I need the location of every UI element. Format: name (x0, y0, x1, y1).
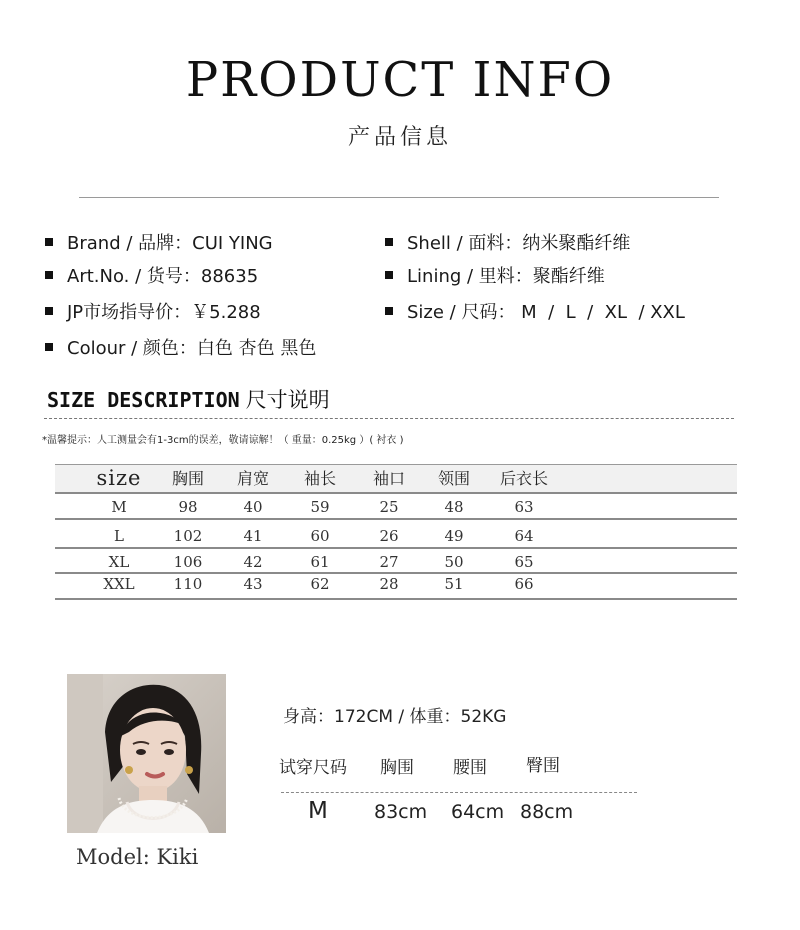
dashed-divider (281, 792, 637, 793)
table-cell: 59 (310, 498, 330, 516)
bullet-icon (385, 238, 393, 246)
header-cell: 肩宽 (236, 469, 269, 488)
divider (79, 197, 719, 198)
page-title: PRODUCT INFO (185, 52, 615, 108)
table-cell: 42 (243, 553, 263, 571)
table-cell: 41 (243, 527, 263, 545)
table-cell: 27 (379, 553, 399, 571)
bullet-icon (45, 343, 53, 351)
table-cell: 26 (379, 527, 399, 545)
info-size (385, 298, 685, 324)
info-lining (385, 262, 605, 288)
bullet-icon (385, 271, 393, 279)
table-cell: 49 (444, 527, 464, 545)
table-row (55, 520, 737, 549)
info-colour (45, 334, 316, 360)
info-art-no-text: Art.No. / 货号：88635 (67, 266, 259, 287)
size-title-en: SIZE DESCRIPTION (47, 388, 240, 412)
info-brand-text: Brand / 品牌：CUI YING (67, 233, 273, 254)
table-cell: 51 (444, 575, 464, 593)
size-section-title (47, 384, 330, 414)
bullet-icon (45, 307, 53, 315)
header-cell: 袖长 (303, 469, 336, 488)
info-art-no (45, 262, 258, 288)
model-portrait-illustration (67, 674, 226, 833)
model-value-size: M (308, 798, 328, 824)
model-header-waist: 腰围 (453, 758, 487, 778)
table-cell: 66 (514, 575, 534, 593)
table-cell: 102 (173, 527, 203, 545)
model-value-waist: 64cm (451, 801, 505, 823)
info-size-text: Size / 尺码： M / L / XL / XXL (407, 302, 685, 323)
info-lining-text: Lining / 里料：聚酯纤维 (407, 266, 605, 287)
bullet-icon (45, 238, 53, 246)
size-title-cn: 尺寸说明 (245, 388, 330, 412)
header-cell: 后衣长 (499, 469, 548, 488)
table-cell: 25 (379, 498, 399, 516)
table-cell: L (114, 527, 124, 545)
header-cell: 领围 (437, 469, 470, 488)
model-header-hip: 臀围 (526, 756, 560, 776)
table-cell: 62 (310, 575, 330, 593)
table-cell: 65 (514, 553, 534, 571)
table-cell: M (111, 498, 127, 516)
page-subtitle: 产品信息 (347, 125, 452, 150)
model-value-bust: 83cm (374, 801, 428, 823)
model-header-size: 试穿尺码 (279, 758, 347, 778)
header-cell: 袖口 (372, 469, 405, 488)
size-table (55, 464, 737, 600)
model-header-bust: 胸围 (380, 758, 414, 778)
table-row (55, 494, 737, 520)
table-cell: 64 (514, 527, 534, 545)
table-cell: 63 (514, 498, 534, 516)
table-cell: 40 (243, 498, 263, 516)
info-colour-text: Colour / 颜色：白色 杏色 黑色 (67, 338, 317, 359)
table-cell: 43 (243, 575, 263, 593)
info-shell-text: Shell / 面料：纳米聚酯纤维 (407, 233, 631, 254)
header-cell: 胸围 (171, 469, 204, 488)
dashed-divider (44, 418, 734, 419)
table-cell: 50 (444, 553, 464, 571)
table-cell: 48 (444, 498, 464, 516)
table-cell: XXL (103, 575, 135, 593)
table-cell: 61 (310, 553, 330, 571)
bullet-icon (45, 271, 53, 279)
model-stats: 身高：172CM / 体重：52KG (283, 707, 507, 727)
table-cell: 106 (173, 553, 203, 571)
table-cell: XL (108, 553, 130, 571)
table-cell: 60 (310, 527, 330, 545)
measurement-note: *温馨提示：人工测量会有1-3cm的误差，敬请谅解！（ 重量：0.25kg ）( 衬衣 ) (42, 435, 404, 446)
info-brand (45, 229, 273, 255)
header-cell: size (96, 466, 142, 490)
size-table-header (55, 464, 737, 494)
table-row (55, 574, 737, 600)
model-value-hip: 88cm (520, 801, 574, 823)
info-price-text: JP市场指导价：￥5.288 (67, 302, 261, 323)
model-photo (67, 674, 226, 833)
table-cell: 28 (379, 575, 399, 593)
table-cell: 98 (178, 498, 198, 516)
info-price (45, 298, 261, 324)
info-shell (385, 229, 630, 255)
table-cell: 110 (173, 575, 203, 593)
bullet-icon (385, 307, 393, 315)
model-caption: Model: Kiki (76, 845, 199, 869)
table-row (55, 549, 737, 574)
